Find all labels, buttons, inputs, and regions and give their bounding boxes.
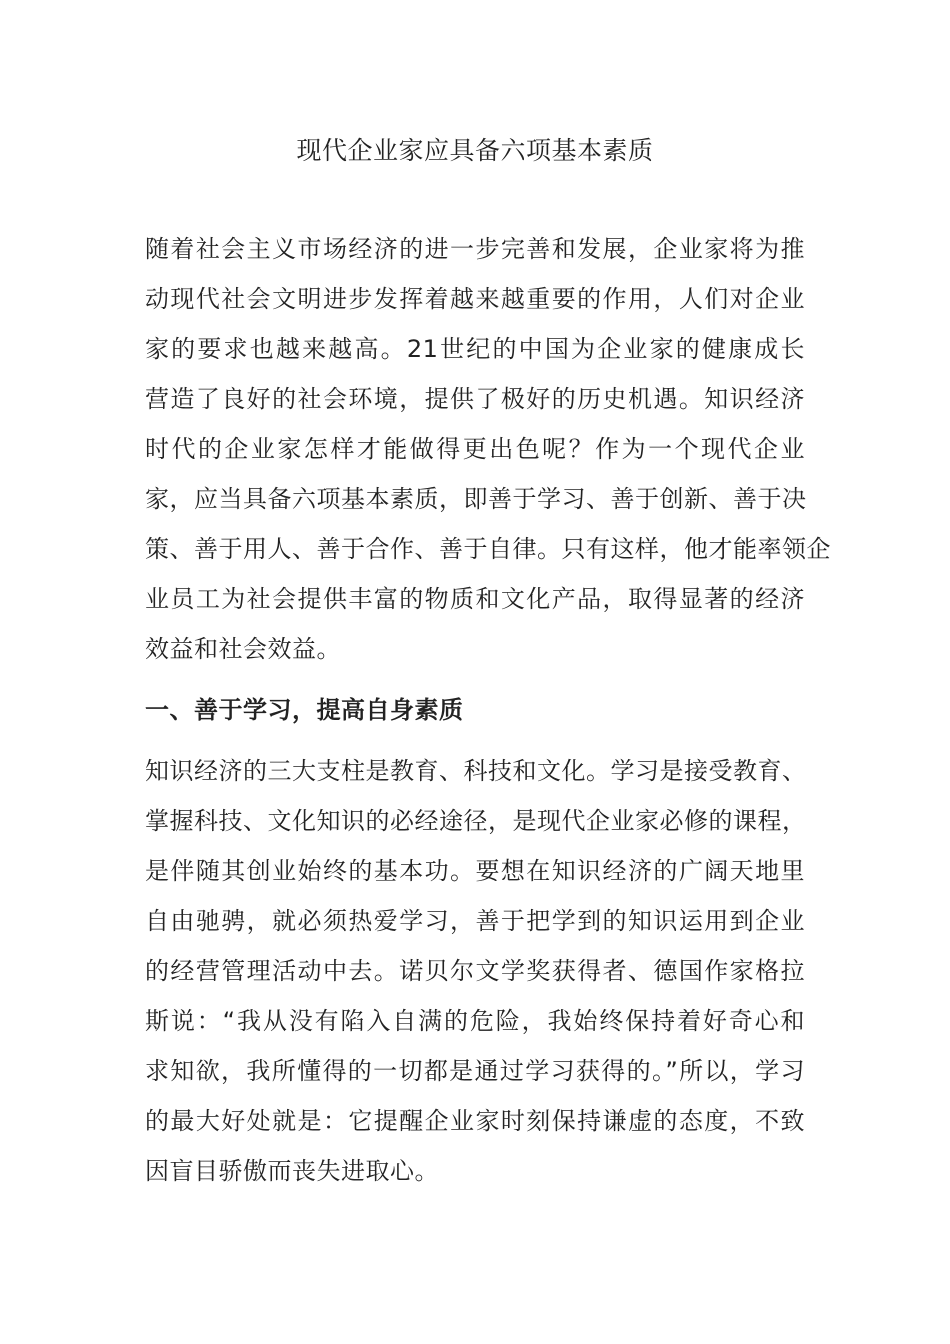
paragraph-line: 时代的企业家怎样才能做得更出色呢？作为一个现代企业 <box>145 435 805 463</box>
paragraph-line: 求知欲，我所懂得的一切都是通过学习获得的。”所以，学习 <box>145 1057 805 1085</box>
section-heading-learning: 一、善于学习，提高自身素质 <box>145 696 464 724</box>
learning-paragraph <box>145 746 805 1196</box>
paragraph-line: 是伴随其创业始终的基本功。要想在知识经济的广阔天地里 <box>145 857 805 885</box>
paragraph-line: 家，应当具备六项基本素质，即善于学习、善于创新、善于决 <box>145 485 807 513</box>
paragraph-line: 营造了良好的社会环境，提供了极好的历史机遇。知识经济 <box>145 385 805 413</box>
intro-paragraph <box>145 224 831 674</box>
paragraph-line: 因盲目骄傲而丧失进取心。 <box>145 1157 439 1185</box>
paragraph-line: 斯说：“我从没有陷入自满的危险，我始终保持着好奇心和 <box>145 1007 805 1035</box>
paragraph-line: 自由驰骋，就必须热爱学习，善于把学到的知识运用到企业 <box>145 907 805 935</box>
paragraph-line: 动现代社会文明进步发挥着越来越重要的作用，人们对企业 <box>145 285 805 313</box>
paragraph-line: 策、善于用人、善于合作、善于自律。只有这样，他才能率领企 <box>145 535 831 563</box>
paragraph-line: 知识经济的三大支柱是教育、科技和文化。学习是接受教育、 <box>145 757 807 785</box>
paragraph-line: 业员工为社会提供丰富的物质和文化产品，取得显著的经济 <box>145 585 805 613</box>
document-title: 现代企业家应具备六项基本素质 <box>296 136 654 165</box>
paragraph-line: 的经营管理活动中去。诺贝尔文学奖获得者、德国作家格拉 <box>145 957 805 985</box>
paragraph-line: 家的要求也越来越高。21世纪的中国为企业家的健康成长 <box>145 335 805 363</box>
paragraph-line: 的最大好处就是：它提醒企业家时刻保持谦虚的态度，不致 <box>145 1107 805 1135</box>
paragraph-line: 随着社会主义市场经济的进一步完善和发展，企业家将为推 <box>145 235 805 263</box>
paragraph-line: 效益和社会效益。 <box>145 635 341 663</box>
paragraph-line: 掌握科技、文化知识的必经途径，是现代企业家必修的课程， <box>145 807 807 835</box>
